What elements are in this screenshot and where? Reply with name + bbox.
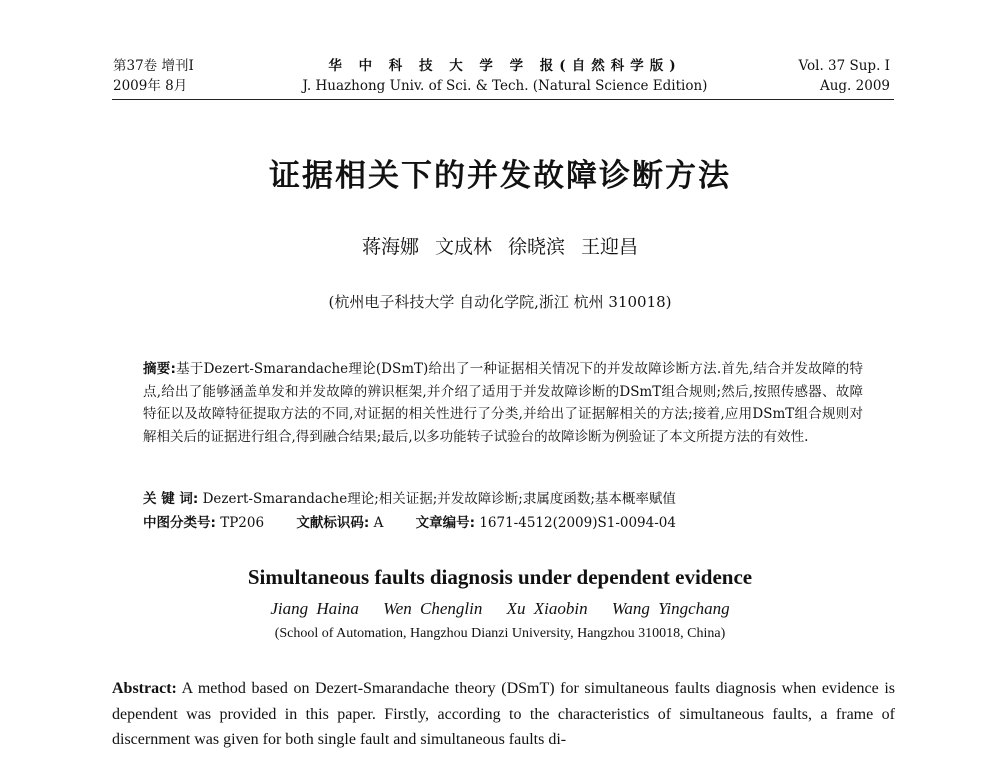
abstract-cn: [143, 358, 863, 448]
keywords-text-cn: Dezert-Smarandache理论;相关证据;并发故障诊断;隶属度函数;基本概率赋值: [202, 491, 676, 507]
abstract-label-cn: 摘要:: [143, 361, 176, 377]
article-no-value: 1671-4512(2009)S1-0094-04: [479, 515, 676, 531]
author-en: Wen Chenglin: [383, 599, 483, 618]
journal-name-en: J. Huazhong Univ. of Sci. & Tech. (Natural Science Edition): [302, 78, 708, 94]
affiliation-en: (School of Automation, Hangzhou Dianzi University, Hangzhou 310018, China): [274, 626, 726, 641]
abstract-text-cn: 基于Dezert-Smarandache理论(DSmT)给出了一种证据相关情况下的并发故障诊断方法.首先,结合并发故障的特点,给出了能够涵盖单发和并发故障的辨识框架,并介绍了适用于并发故障诊断的DSmT组合规则;然后,按照传感器、故障特征以及故障特征提取方法的不同,对证据的相关性进行了分类,并给出了证据解相关的方法;接着,应用DSmT组合规则对解相关后的证据进行组合,得到融合结果;最后,以多功能转子试验台的故障诊断为例验证了本文所提方法的有效性.: [143, 361, 864, 445]
publication-date: 2009年 8月: [113, 78, 188, 94]
volume-issue: 第37卷 增刊Ⅰ: [113, 58, 194, 74]
author-en: Wang Yingchang: [611, 599, 730, 618]
clc-value: TP206: [220, 515, 265, 531]
publication-date-en: Aug. 2009: [819, 78, 890, 94]
abstract-en: [112, 676, 895, 753]
affiliation-cn: (杭州电子科技大学 自动化学院,浙江 杭州 310018): [328, 293, 672, 311]
author-en: Xu Xiaobin: [506, 599, 588, 618]
volume-issue-en: Vol. 37 Sup. Ⅰ: [798, 58, 890, 74]
journal-name: [285, 56, 725, 96]
doc-code-value: A: [373, 515, 384, 531]
authors-cn: 蒋海娜 文成林 徐晓滨 王迎昌: [361, 236, 639, 258]
authors-en: [0, 599, 1000, 619]
clc-label: 中图分类号:: [143, 515, 216, 531]
paper-title-en: Simultaneous faults diagnosis under dependent evidence: [247, 565, 753, 589]
doc-code-label: 文献标识码:: [296, 515, 370, 531]
keywords-cn: [143, 489, 863, 509]
abstract-text-en: A method based on Dezert-Smarandache theory (DSmT) for simultaneous faults diagnosis when evidence is dependent was provided in this paper. Firstly, according to the characteristics of simultaneous faults, a frame of discernment was given for both single fault and simultaneous faults di-: [112, 680, 896, 748]
header-divider: [112, 99, 894, 100]
journal-name-cn: 华 中 科 技 大 学 学 报(自然科学版): [328, 58, 682, 74]
paper-title-cn: 证据相关下的并发故障诊断方法: [269, 158, 731, 194]
keywords-label-cn: 关 键 词:: [143, 491, 199, 507]
journal-volume-info-en: [798, 56, 890, 96]
classification-line: [143, 513, 863, 533]
abstract-label-en: Abstract:: [112, 680, 177, 697]
author-en: Jiang Haina: [270, 599, 359, 618]
article-no-label: 文章编号:: [415, 515, 476, 531]
journal-volume-info: [113, 56, 194, 96]
